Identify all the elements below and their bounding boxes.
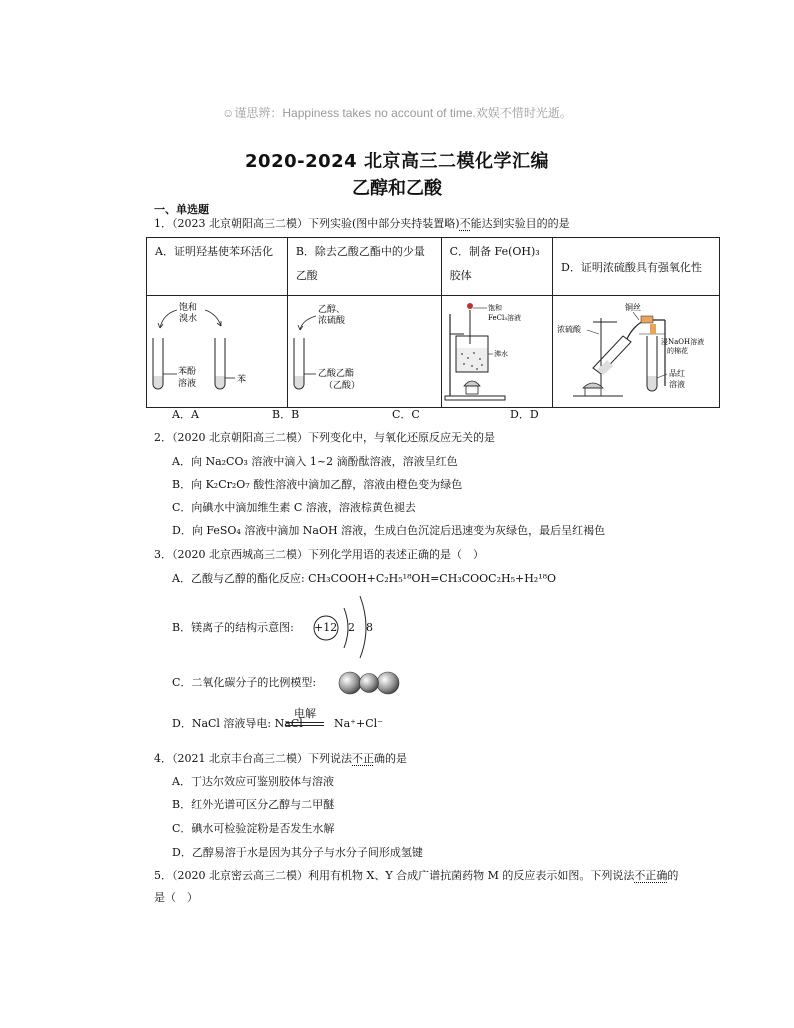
q2-option-c[interactable]: C．向碘水中滴加维生素 C 溶液，溶液棕黄色褪去 bbox=[172, 501, 416, 514]
svg-text:苯: 苯 bbox=[237, 375, 247, 385]
watermark: ☺谨思辨：Happiness takes no account of time.欢娱不惜时光逝。 bbox=[222, 106, 572, 120]
svg-text:乙酸乙酯: 乙酸乙酯 bbox=[317, 369, 354, 379]
q1-answer-a[interactable]: A．A bbox=[172, 408, 199, 421]
cell-d-figure bbox=[553, 296, 720, 408]
svg-text:品红: 品红 bbox=[669, 369, 685, 378]
figure-a bbox=[147, 296, 284, 406]
svg-text:铜丝: 铜丝 bbox=[625, 303, 641, 312]
svg-text:浓硫酸: 浓硫酸 bbox=[317, 316, 345, 326]
electrolysis-condition: 电解 bbox=[286, 705, 324, 726]
cell-b-text: B．除去乙酸乙酯中的少量乙酸 bbox=[287, 238, 441, 296]
svg-text:饱和: 饱和 bbox=[487, 304, 502, 312]
page-title: 2020-2024 北京高三二模化学汇编 bbox=[245, 151, 549, 172]
q4-option-c[interactable]: C．碘水可检验淀粉是否发生水解 bbox=[172, 822, 335, 835]
q3-stem: 3．（2020 北京西城高三二模）下列化学用语的表述正确的是（ ） bbox=[154, 548, 484, 561]
experiment-table bbox=[146, 237, 720, 408]
shell-1-count: 2 bbox=[348, 621, 355, 634]
cell-b-figure bbox=[287, 296, 441, 408]
shell-2-count: 8 bbox=[366, 621, 373, 634]
co2-model bbox=[338, 670, 400, 700]
figure-d bbox=[553, 296, 719, 406]
cell-a-text: A．证明羟基使苯环活化 bbox=[147, 238, 288, 296]
svg-text:乙醇、: 乙醇、 bbox=[317, 305, 345, 315]
q3-option-b[interactable]: B．镁离子的结构示意图: bbox=[172, 621, 294, 634]
cell-a-figure bbox=[147, 296, 288, 408]
mg-ion-diagram bbox=[310, 592, 382, 660]
q4-option-a[interactable]: A．丁达尔效应可鉴别胶体与溶液 bbox=[172, 775, 334, 788]
nucleus-label: +12 bbox=[314, 621, 338, 634]
svg-text:浸NaOH溶液: 浸NaOH溶液 bbox=[661, 338, 705, 346]
q3-option-c[interactable]: C．二氧化碳分子的比例模型: bbox=[172, 676, 317, 689]
q4-option-b[interactable]: B．红外光谱可区分乙醇与二甲醚 bbox=[172, 798, 335, 811]
q2-option-b[interactable]: B．向 K₂Cr₂O₇ 酸性溶液中滴加乙醇，溶液由橙色变为绿色 bbox=[172, 478, 463, 491]
q4-option-d[interactable]: D．乙醇易溶于水是因为其分子与水分子间形成氢键 bbox=[172, 846, 423, 859]
section-heading: 一、单选题 bbox=[154, 203, 209, 216]
q4-stem: 4．（2021 北京丰台高三二模）下列说法不正确的是 bbox=[154, 752, 407, 765]
q3-option-d-products: Na⁺+Cl⁻ bbox=[334, 717, 383, 730]
cell-c-text: C．制备 Fe(OH)₃ 胶体 bbox=[441, 238, 552, 296]
q3-option-a[interactable]: A．乙酸与乙醇的酯化反应: CH₃COOH+C₂H₅¹⁸OH=CH₃COOC₂H₅+H₂¹⁸O bbox=[172, 572, 557, 585]
q5-stem-line2: 是（ ） bbox=[154, 891, 198, 904]
svg-text:沸水: 沸水 bbox=[493, 350, 508, 358]
figure-b bbox=[288, 296, 438, 406]
svg-text:FeCl₃溶液: FeCl₃溶液 bbox=[487, 314, 521, 322]
q2-stem: 2．（2020 北京朝阳高三二模）下列变化中，与氧化还原反应无关的是 bbox=[154, 431, 495, 444]
svg-text:苯酚: 苯酚 bbox=[178, 367, 197, 377]
svg-text:溶液: 溶液 bbox=[669, 380, 685, 389]
svg-text:溴水: 溴水 bbox=[179, 314, 198, 324]
svg-text:的棉花: 的棉花 bbox=[667, 347, 688, 355]
svg-text:溶液: 溶液 bbox=[178, 379, 197, 389]
cell-d-text: D．证明浓硫酸具有强氧化性 bbox=[553, 238, 720, 296]
q1-answer-d[interactable]: D．D bbox=[510, 408, 539, 421]
q3-option-d[interactable]: D．NaCl 溶液导电: NaCl bbox=[172, 717, 303, 730]
page-subtitle: 乙醇和乙酸 bbox=[352, 178, 442, 199]
q2-option-a[interactable]: A．向 Na₂CO₃ 溶液中滴入 1~2 滴酚酞溶液，溶液呈红色 bbox=[172, 455, 458, 468]
q1-answer-c[interactable]: C．C bbox=[392, 408, 420, 421]
q1-answer-b[interactable]: B．B bbox=[272, 408, 300, 421]
figure-c bbox=[442, 296, 550, 406]
q2-option-d[interactable]: D．向 FeSO₄ 溶液中滴加 NaOH 溶液，生成白色沉淀后迅速变为灰绿色，最后呈红褐色 bbox=[172, 524, 606, 537]
cell-c-figure bbox=[441, 296, 552, 408]
svg-text:浓硫酸: 浓硫酸 bbox=[557, 325, 581, 334]
svg-text:（乙酸）: （乙酸） bbox=[323, 381, 360, 391]
q5-stem: 5．（2020 北京密云高三二模）利用有机物 X、Y 合成广谱抗菌药物 M 的反应表示如图。下列说法不正确的 bbox=[154, 869, 679, 882]
q1-stem: 1．（2023 北京朝阳高三二模）下列实验(图中部分夹持装置略)不能达到实验目的的是 bbox=[154, 217, 570, 230]
svg-text:饱和: 饱和 bbox=[179, 303, 198, 313]
